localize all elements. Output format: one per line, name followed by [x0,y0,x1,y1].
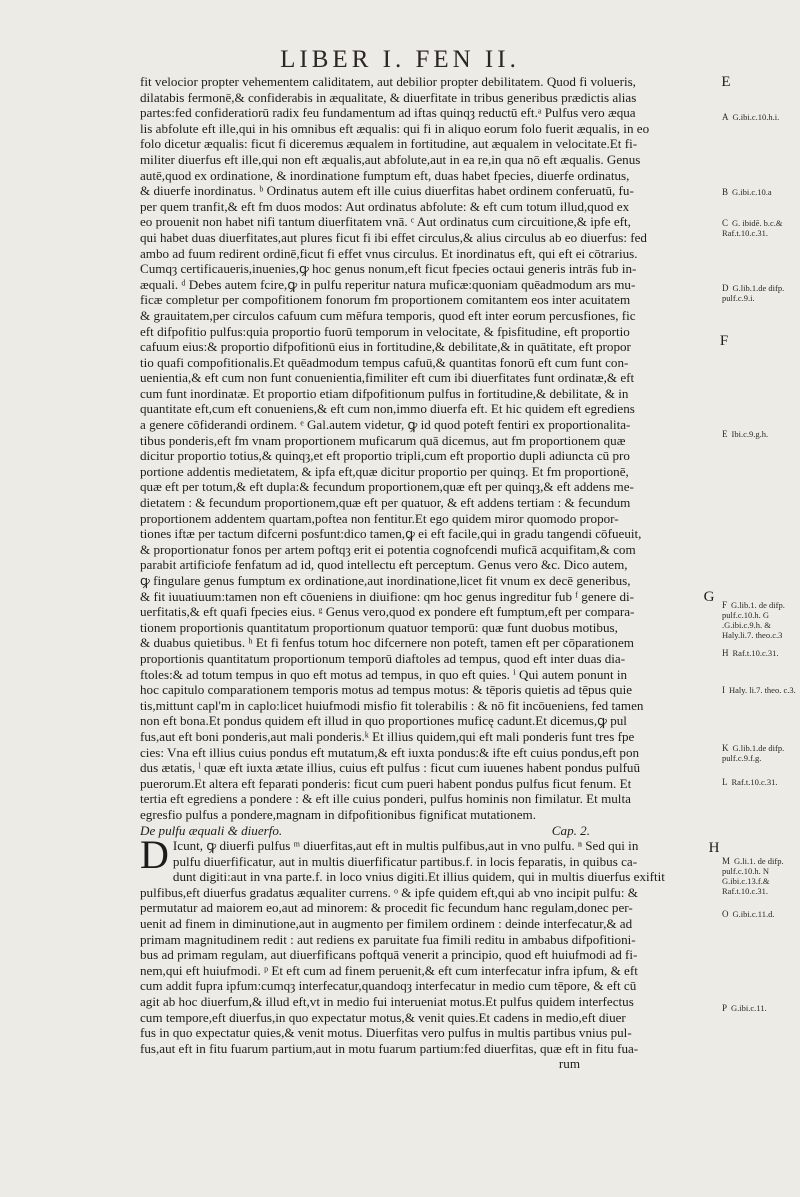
margin-note-p: P G.ibi.c.11. [722,1003,767,1013]
section-letter-f: F [719,333,729,349]
text-line: Icunt, ꝙ diuerfi pulfus ᵐ diuerfitas,aut eft in multis pulfibus,aut in vno pulfu. ⁿ Sed qui in [172,838,639,854]
text-line: nem,qui eft huiufmodi. ᵖ Et eft cum ad finem peruenit,& eft cum interfecatur infra ipfum, & eft [140,962,638,978]
text-line: egresfio pulfus a pondere,magnam in difpofitionibus fignificat mutationem. [140,806,536,822]
section-letter-e: E [721,74,731,90]
text-line: tertia eft egrediens a pondere : & eft ille cuius ponderi, pulfus hominis non fimilatur. Et multa [140,791,631,807]
text-line: non eft bona.Et pondus quidem eft illud in quo proportiones muficę cadunt.Et dicemus,ꝙ pul [140,713,627,729]
body-paragraph [140,74,710,823]
text-line: lis abfolute eft ille,qui in his omnibus eft æqualis: qui fi in aliquo eorum folo fuerit æqualis, in eo [140,120,650,136]
text-line: per quem tranfit,& eft fm duos modos: Aut ordinatus abfolute: & eft cum totum illud,quod ex [140,198,630,214]
text-line: dunt digiti:aut in vna parte.f. in loco vnius digiti.Et illius quidem, qui in multis diuerfus exiftit [172,869,665,885]
text-line: tiones iftæ per tactum difcerni posfunt:dico tamen,ꝙ ei eft facile,qui in gradu tangendi cōfueuit, [140,526,642,542]
chapter-heading [140,823,710,839]
text-line: quantitate eft,cum eft conueniens,& eft cum non,immo diuerfa eft. Et hic quidem eft egrediens [140,401,635,417]
text-line: & proportionatur fonos per artem poftqȝ erit ei potentia cognofcendi muficā acquifitam,& com [140,541,636,557]
text-line: cum tempore,eft diuerfus,in quo expectatur motus,& venit quies.Et cadens in medio,eft diuer [140,1009,626,1025]
text-line: portione addentis medietatem, & ipfa eft,quæ dicitur proportio per quinqȝ. Et fm proportionē, [140,463,629,479]
text-line: fus,aut eft boni ponderis,aut mali ponderis.ᵏ Et illius quidem,qui eft mali ponderis funt tres fpe [140,728,635,744]
margin-note-e: E Ibi.c.9.g.h. [722,429,769,439]
chapter-paragraph [140,832,710,1056]
running-head: LIBER I. FEN II. [280,46,520,73]
text-line: cum addit fupra ipfum:cumqȝ interfecatur,quandoqȝ interfecatur in medio cum tēpore, & eft cū [140,978,637,994]
main-text-block [140,74,710,1072]
margin-note-f: F G.lib.1. de difp. pulf.c.10.h. G .G.ibi.c.9.h. & Haly.li.7. theo.c.3 [722,600,785,640]
text-line: ꝙ fingulare genus fumptum ex ordinatione,aut inordinatione,licet fit vnum ex decē generibus, [140,573,631,588]
text-line: & fit iuuatiuum:tamen non eft cōueniens in diuifione: qm hoc genus ingreditur fub ᶠ genere di- [140,588,634,604]
text-line: hoc capitulo comparationem temporis motus ad tempus motus: & tēporis quietis ad tēpus quie [140,682,633,698]
margin-note-h: H Raf.t.10.c.31. [722,648,779,658]
margin-note-a: A G.ibi.c.10.h.i. [722,112,780,122]
text-line: tis,mittunt capl'm in caplo:licet huiufmodi misfio fit tolerabilis : & nō fit incōueniens, fed tamen [140,697,644,713]
text-line: proportionis quantitatum proportionum temporū diaftoles ad tempus, quod eft inter duas dia- [140,650,626,666]
text-line: bus ad primam regulam, aut diuerfificans poftquā venerit a principio, quod eft huiufmodi ad fi- [140,947,638,963]
text-line: dilatabis fermonē,& confiderabis in æqualitate, & diuerfitate in tribus generibus prædictis alias [140,89,637,105]
text-line: fit velocior propter vehementem caliditatem, aut debilior propter debilitatem. Quod fi volueris, [140,74,636,89]
text-line: quæ eft per totum,& eft dupla:& fecundum proportionem,quæ eft per quinqȝ,& eft addens me- [140,479,634,495]
text-line: puerorum.Et altera eft feparati ponderis: ficut cum pueri habent pondus pulfus ficut fenum. Et [140,775,632,791]
margin-note-d: D G.lib.1.de difp. pulf.c.9.i. [722,283,785,303]
margin-note-o: O G.ibi.c.11.d. [722,909,775,919]
text-line: partes:fed confideratiorū radix feu fundamentum ad iftas quinqȝ reductū eft.ᵃ Pulfus vero æqua [140,105,636,121]
text-line: & diuerfe inordinatus. ᵇ Ordinatus autem eft ille cuius diuerfitas habet ordinem conferuatū, fu- [140,183,634,199]
chapter-number: Cap. 2. [551,822,590,838]
text-line: & duabus quietibus. ʰ Et fi fenfus totum hoc difcernere non poteft, tamen eft per cōparationem [140,635,634,651]
text-line: uenientia,& eft cum non funt conuenientia,fimiliter eft cum ibi diuerfitates funt ordinatæ,& eft [140,370,635,386]
text-line: militer diuerfus eft ille,qui non eft æqualis,aut abfolute,aut in ea re,in qua nō eft æqualis. Genus [140,151,641,167]
text-line: permutatur ad maiorem eo,aut ad minorem: & procedit fic fecundum hanc regulam,donec per- [140,900,633,916]
text-line: fus,aut eft in fitu fuarum partium,aut in motu fuarum partium:fed diuerfitas, quæ eft in fitu fua- [140,1040,639,1056]
text-line: parabit artificiofe fenfatum ad id, quod intellectu eft perceptum. Genus vero &c. Dico autem, [140,557,628,573]
text-line: ficæ completur per compofitionem fonorum fm proportionem comitantem eos inter acuitatem [140,292,631,308]
text-line: tio quafi compofitionalis.Et quēadmodum tempus cafuū,& quantitas fonorū eft cum funt con- [140,354,629,370]
text-line: tionem proportionis quantitatum proportionum quatuor temporū: quæ funt duobus motibus, [140,619,618,635]
section-letter-g: G [703,589,715,605]
margin-note-k: K G.lib.1.de difp. pulf.c.9.f.g. [722,743,785,763]
text-line: eft difpofitio pulfus:quia proportio fuorū temporum in velocitate, & fpisfitudine, eft proportio [140,323,630,339]
text-line: dus ætatis, ˡ quæ eft iuxta ætate illius, cuius eft pulfus : ficut cum iuuenes habent pondus pulfuū [140,760,641,776]
text-line: tibus ponderis,eft fm vnam proportionem muficarum quā dicemus, aut fm proportionem quæ [140,432,626,448]
text-line: dicitur proportio totius,& quinqȝ,et eft proportio tripli,cum eft proportio dupli adiuncta cū pro [140,448,630,464]
margin-note-b: B G.ibi.c.10.a [722,187,772,197]
text-line: Cumqȝ certificaueris,inuenies,ꝙ hoc genus nonum,eft ficut fpecies octaui generis intrās fub in- [140,261,637,277]
text-line: æquali. ᵈ Debes autem fcire,ꝙ in pulfu reperitur natura muficæ:quoniam quēadmodum ars mu- [140,276,636,292]
text-line: uerfitatis,& eft quafi fpecies eius. ᵍ Genus vero,quod ex pondere eft fumptum,eft per compara- [140,604,635,620]
section-letter-h: H [708,840,720,856]
text-line: fus in quo expectatur quies,& venit motus. Diuerfitas vero pulfus in multis partibus vnius pul- [140,1025,632,1041]
text-line: uenit ad finem in diminutione,aut in augmento per fimilem ordinem : deinde interfecatur,& ad [140,916,633,932]
text-line: cafuum eius:& proportio difpofitionū eius in fortitudine,& debilitate,& in quātitate, eft propor [140,339,631,355]
catchword: rum [558,1056,580,1072]
text-line: cum funt inordinatæ. Et proportio etiam difpofitionum pulfus in fortitudine,& debilitate, & in [140,385,629,401]
margin-note-l: L Raf.t.10.c.31. [722,777,778,787]
chapter-title: De pulfu æquali & diuerfo. [140,822,283,838]
text-line: agit ab hoc diuerfum,& illud eft,vt in medio fui interueniat motus.Et pulfus quidem interfectus [140,994,634,1010]
text-line: folo dicetur æqualis: ficut fi diceremus æqualem in fortitudine, aut æqualem in velocitate.Et fi- [140,136,638,152]
drop-capital: D [140,832,169,878]
text-line: ftoles:& ad totum tempus in quo eft motus ad tempus, in quo eft quies. ⁱ Qui autem ponunt in [140,666,628,682]
margin-note-c: C G. ibidē. b.c.& Raf.t.10.c.31. [722,218,783,238]
margin-note-m: M G.li.1. de difp. pulf.c.10.h. N G.ibi.c.13.f.& Raf.t.10.c.31. [722,856,784,896]
text-line: eo prouenit non habet nifi tantum diuerfitatem vnā. ᶜ Aut ordinatus cum circuitione,& ipfe eft, [140,214,631,230]
text-line: a genere cōfiderandi ordinem. ᵉ Gal.autem videtur, ꝙ id quod poteft fentiri ex proportionalita- [140,417,631,433]
text-line: pulfu diuerfificatur, aut in multis diuerfificatur partibus.f. in locis feparatis, in quibus ca- [172,853,638,869]
text-line: pulfibus,eft diuerfus gradatus æqualiter currens. ᵒ & ipfe quidem eft,qui ab vno incipit pulfu: & [140,884,638,900]
text-line: ambo ad fuum redirent ordinē,ficut fi effet vnus circulus. Et inordinatus eft, qui eft ei cōtrarius. [140,245,638,261]
text-line: qui habet duas diuerfitates,aut plures ficut fi ibi effet circulus,& alius circulus ab eo diuerfus: fed [140,229,647,245]
text-line: autē,quod ex ordinatione, & inordinatione fumptum eft, duas habet fpecies, diuerfe ordinatus, [140,167,630,183]
text-line: primam magnitudinem redit : aut rediens ex paruitate fua fimili reditu in ambabus difpofitioni- [140,931,636,947]
text-line: cies: Vna eft illius cuius pondus eft mutatum,& eft iuxta pondus:& ifte eft cuius pondus,eft pon [140,744,640,760]
margin-note-i: I Haly. li.7. theo. c.3. [722,685,796,695]
text-line: dietatem : & fecundum proportionem,quæ eft per quatuor, & eft addens tertiam : & fecundum [140,495,631,511]
text-line: & grauitatem,per circulos cafuum cum mēfura temporis, quod eft inter eorum percusfiones, fic [140,307,636,323]
text-line: proportionem addentem quartam,poftea non fentitur.Et ego quidem miror quomodo propor- [140,510,619,526]
